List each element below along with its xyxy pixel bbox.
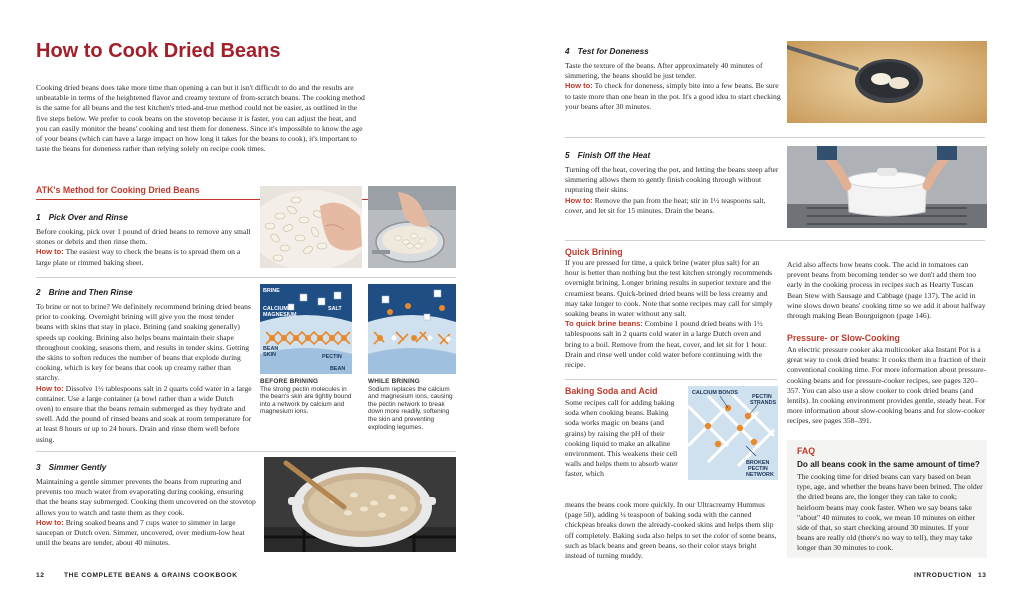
- right-folio-title: INTRODUCTION: [914, 572, 972, 579]
- step-1-title: Pick Over and Rinse: [48, 213, 128, 222]
- left-folio-number: 12: [36, 572, 45, 579]
- step-4-howto-label: How to:: [565, 81, 593, 91]
- while-brining-caption: [368, 378, 458, 431]
- section-divider: [565, 240, 985, 241]
- diagram-label-calcium-bonds: CALCIUM BONDS: [692, 390, 738, 396]
- step-4-title: Test for Doneness: [577, 47, 649, 56]
- step-2-text: To brine or not to brine? We definitely recommend brining dried beans prior to cooking. Overnight brining will give you the most tender beans with skins that stay in place. Brining (and soaking generally) speeds up cooking. Brining also helps beans maintain their shape throughout cooking, seasons them, and results in tender skins. Getting the skins to soften reduces the number of beans that explode during cooking, which is key for beans that cook up creamy rather than starchy.: [36, 302, 251, 383]
- diagram-label-skin: SKIN: [263, 352, 276, 358]
- faq-question: Do all beans cook in the same amount of time?: [797, 460, 980, 469]
- quick-brining-howto-text: Combine 1 pound dried beans with 1½ tablespoons salt in 2 quarts cold water in a large Dutch oven and bring to a boil. Remove from the heat, cover, and let sit for 1 hour. Drain and rinse well under cold water before continuing with the recipe.: [565, 319, 767, 370]
- diagram-label-pectin-strands-1: PECTIN: [752, 394, 772, 400]
- right-folio-number: 13: [978, 572, 987, 579]
- diagram-label-bean-2: BEAN: [330, 366, 346, 372]
- step-2-howto-label: How to:: [36, 383, 64, 393]
- pressure-paragraph: An electric pressure cooker aka multicooker aka Instant Pot is a great way to cook dried beans: It cooks them in a fraction of their conventional cooking time. For more information about pressure-cooking beans and for pressure-cooker recipes, see pages 320–357. You can also use a slow cooker to cook dried beans (and lentils). In cooking environment provides gentle, steady heat. For more information about slow-cooking beans and for slow-cooker recipes, see pages 358–391.: [787, 345, 987, 426]
- quick-brining-howto-label: To quick brine beans:: [565, 319, 643, 329]
- step-3-text: Maintaining a gentle simmer prevents the beans from rupturing and prevents too much water from evaporating during cooking, ensuring that the beans stay submerged. Cooking them uncovered on the stovetop allows you to watch and taste them as they cook.: [36, 477, 256, 517]
- step-5-title: Finish Off the Heat: [577, 151, 651, 160]
- step-2-number: 2: [36, 288, 41, 297]
- diagram-label-broken-pectin: PECTIN: [748, 466, 768, 472]
- step-5-howto-text: Remove the pan from the heat; stir in 1½ teaspoons salt, cover, and let sit for 15 minutes. Drain the beans.: [565, 195, 766, 215]
- faq-heading: FAQ: [797, 446, 816, 456]
- step-4-text: Taste the texture of the beans. After approximately 40 minutes of simmering, the beans should be just tender.: [565, 61, 763, 81]
- simmering-pot-photo: [264, 457, 456, 552]
- step-2-howto-text: Dissolve 1½ tablespoons salt in 2 quarts cold water in a large container. Use a large container (a bowl rather than a wide Dutch oven) to ensure that the beans remain submerged as they hydrate and swell. Add the pound of rinsed beans and soak at room temperature for at least 8 hours or up to 24 hours. Drain and rinse them well before using.: [36, 383, 252, 444]
- baking-soda-heading: Baking Soda and Acid: [565, 386, 658, 396]
- step-divider: [36, 451, 456, 452]
- intro-paragraph: Cooking dried beans does take more time than opening a can but it isn't difficult to do and the results are unbeatable in terms of the heightened flavor and creamy texture of from-scratch beans. The cooking method is the same for all beans and the test kitchen's tried-and-true method could not be easier, as outlined in the five steps below. We prefer to cook beans on the stovetop because it is faster, you can adjust the heat, and you can easily monitor the beans' cooking and test them for doneness. Since it's impossible to know the age of your beans (which can have a large impact on how long it takes for the beans to cook), it's important to taste the beans for doneness rather than relying solely on recipe cook times.: [36, 83, 365, 154]
- step-1-number: 1: [36, 213, 41, 222]
- covered-pot-photo: [787, 146, 987, 228]
- step-5-text: Turning off the heat, covering the pot, and letting the beans steep after simmering allows them to gently finish cooking through without rupturing their skins.: [565, 165, 779, 195]
- method-heading: ATK's Method for Cooking Dried Beans: [36, 185, 200, 195]
- quick-brining-body: [565, 258, 775, 370]
- step-3-howto-label: How to:: [36, 517, 64, 527]
- diagram-label-pectin: PECTIN: [322, 354, 342, 360]
- step-3-howto-text: Bring soaked beans and 7 cups water to simmer in large saucepan or Dutch oven. Simmer, uncovered, over medium-low heat until the beans are tender, about 40 minutes.: [36, 517, 245, 548]
- diagram-label-magnesium: MAGNESIUM: [263, 312, 297, 318]
- step-1-text: Before cooking, pick over 1 pound of dried beans to remove any small stones or debris and then rinse them.: [36, 227, 251, 247]
- before-brining-diagram: [260, 284, 352, 374]
- step-5-number: 5: [565, 151, 570, 160]
- step-divider: [36, 277, 456, 278]
- step-4-howto-text: To check for doneness, simply bite into a few beans. Be sure to taste more than one bean in the pot. It's a good idea to start checking your beans after 30 minutes.: [565, 81, 781, 111]
- baking-soda-text-narrow: Some recipes call for adding baking soda when cooking beans. Baking soda works magic on beans (and grains) by raising the pH of their cooking liquid to make an alkaline environment. This weakens their cell walls and helps them to absorb water faster, which: [565, 398, 678, 479]
- baking-soda-text-full: means the beans cook more quickly. In our Ultracreamy Hummus (page 50), adding ¼ teaspoon of baking soda with the canned chickpeas breaks down the already-cooked skins and helps them slip off completely. Baking soda also helps to set the color of some beans, such as black beans and green beans, so their color stays bright instead of turning muddy.: [565, 500, 777, 561]
- left-folio-title: THE COMPLETE BEANS & GRAINS COOKBOOK: [64, 572, 238, 579]
- while-brining-caption-text: Sodium replaces the calcium and magnesium ions, causing the pectin network to break down more readily, softening the skin and preventing exploding legumes.: [368, 385, 453, 431]
- diagram-label-pectin-strands-2: STRANDS: [750, 400, 777, 406]
- step-5-howto-label: How to:: [565, 195, 593, 205]
- before-brining-caption-text: The strong pectin molecules in the bean's skin are tightly bound into a network by calcium and magnesium ions.: [260, 385, 352, 416]
- acid-paragraph: Acid also affects how beans cook. The acid in tomatoes can prevent beans from becoming tender so we don't add them too early in the cooking process in recipes such as Hearty Tuscan Bean Stew with Sausage and Cabbage (page 137). The acid in wine slows down beans' cooking time so we add it about halfway through making Bean Bourguignon (page 146).: [787, 260, 986, 321]
- baking-soda-diagram: [688, 386, 778, 480]
- diagram-label-network: NETWORK: [746, 472, 774, 478]
- while-brining-caption-title: WHILE BRINING: [368, 378, 420, 385]
- rinsing-beans-photo: [368, 186, 456, 268]
- spoon-tasting-beans-photo: [787, 41, 987, 123]
- step-1-howto-text: The easiest way to check the beans is to spread them on a large plate or rimmed baking sheet.: [36, 247, 241, 267]
- diagram-label-brine: BRINE: [263, 288, 280, 294]
- quick-brining-heading: Quick Brining: [565, 247, 623, 257]
- diagram-label-salt: SALT: [328, 306, 342, 312]
- page-title: How to Cook Dried Beans: [36, 40, 281, 62]
- step-3: [36, 457, 256, 548]
- beans-on-plate-photo: [260, 186, 362, 268]
- faq-answer: The cooking time for dried beans can vary based on bean type, age, and whether the beans have been brined. The older the dried beans are, the longer they can take to cook; heirloom beans may cook faster. When we say beans take "about" 40 minutes to cook, we mean 10 minutes on either side of that, so start checking around 30 minutes. If your beans are really old (there's no way to tell), they may take longer than 30 minutes to cook.: [797, 472, 983, 553]
- step-2-title: Brine and Then Rinse: [48, 288, 133, 297]
- diagram-label-calcium: CALCIUM &: [263, 306, 294, 312]
- step-3-number: 3: [36, 463, 41, 472]
- step-1-howto-label: How to:: [36, 247, 64, 257]
- step-5: [565, 145, 783, 216]
- before-brining-caption-title: BEFORE BRINING: [260, 378, 319, 385]
- quick-brining-text: If you are pressed for time, a quick brine (water plus salt) for an hour is better than nothing but the test kitchen strongly recommends overnight brining. Longer brining results in superior texture and the creamiest beans. Quick-brined dried beans will be less creamy and may take longer to cook. Note that some recipes may call for simply soaking beans in water without any salt.: [565, 258, 773, 319]
- diagram-label-bean: BEAN: [263, 346, 279, 352]
- before-brining-caption: [260, 378, 356, 416]
- step-3-title: Simmer Gently: [48, 463, 107, 472]
- step-divider: [565, 137, 985, 138]
- pressure-heading: Pressure- or Slow-Cooking: [787, 333, 900, 343]
- while-brining-diagram: [368, 284, 456, 374]
- diagram-label-broken: BROKEN: [746, 460, 770, 466]
- step-4-number: 4: [565, 47, 570, 56]
- step-2: [36, 282, 252, 445]
- section-divider: [565, 379, 777, 380]
- step-1: [36, 207, 252, 268]
- step-4: [565, 41, 783, 112]
